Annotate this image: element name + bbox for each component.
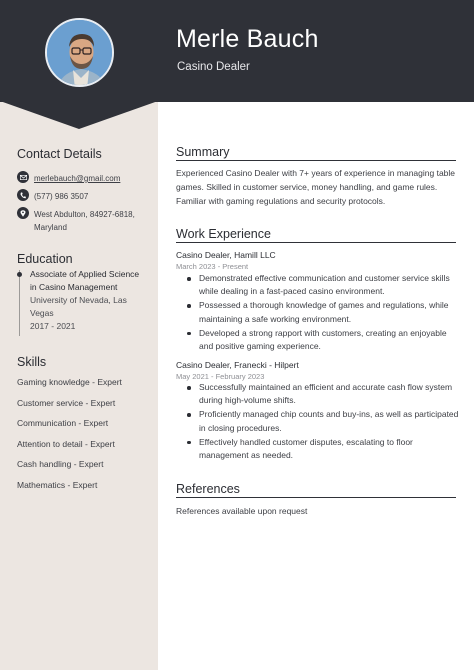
candidate-name: Merle Bauch [176, 25, 319, 53]
experience-heading: Work Experience [176, 227, 271, 241]
avatar [45, 18, 114, 87]
job-bullet: Effectively handled customer disputes, escalating to floor management as needed. [187, 436, 459, 463]
contact-heading: Contact Details [17, 147, 102, 161]
skill-item: Communication - Expert [17, 418, 109, 428]
header-chevron [0, 101, 158, 131]
phone-number: (577) 986 3507 [34, 192, 89, 201]
contact-email[interactable] [17, 172, 120, 185]
phone-icon [17, 189, 29, 201]
school-line1: University of Nevada, Las [30, 295, 127, 305]
education-entry [30, 268, 139, 333]
job-entry-dates: March 2023 - Present [176, 262, 249, 271]
address-line2: Maryland [34, 223, 67, 232]
references-text: References available upon request [176, 506, 308, 516]
address-line1: West Abdulton, 84927-6818, [34, 210, 135, 219]
references-heading: References [176, 482, 240, 496]
summary-text: Experienced Casino Dealer with 7+ years of experience in managing table games. Skilled in customer service, money handling, and game rules. Familiar with gaming regulations and security protocols. [176, 168, 456, 206]
skill-item: Attention to detail - Expert [17, 439, 115, 449]
contact-address [17, 208, 135, 234]
job-bullet-list [187, 272, 459, 354]
job-title: Casino Dealer [177, 61, 250, 73]
summary-heading: Summary [176, 145, 230, 159]
education-years: 2017 - 2021 [30, 321, 76, 331]
contact-phone [17, 190, 88, 203]
map-pin-icon [17, 207, 29, 219]
summary-divider [176, 160, 456, 161]
education-heading: Education [17, 252, 73, 266]
school-line2: Vegas [30, 308, 54, 318]
references-divider [176, 497, 456, 498]
job-bullet: Proficiently managed chip counts and buy-ins, as well as participated in closing procedures. [187, 408, 459, 435]
skill-item: Gaming knowledge - Expert [17, 377, 122, 387]
job-entry-dates: May 2021 - February 2023 [176, 372, 265, 381]
skill-item: Mathematics - Expert [17, 480, 98, 490]
email-link[interactable]: merlebauch@gmail.com [34, 174, 121, 183]
address-text [34, 208, 135, 234]
experience-divider [176, 242, 456, 243]
skill-item: Cash handling - Expert [17, 459, 104, 469]
education-timeline-dot [17, 272, 22, 277]
job-bullet: Successfully maintained an efficient and accurate cash flow system during high-volume shifts. [187, 381, 459, 408]
job-bullet-list [187, 381, 459, 463]
education-timeline-line [19, 270, 20, 336]
job-entry-title: Casino Dealer, Hamill LLC [176, 250, 276, 260]
job-entry-title: Casino Dealer, Franecki - Hilpert [176, 360, 299, 370]
job-bullet: Demonstrated effective communication and customer service skills while dealing in a fast-paced casino environment. [187, 272, 459, 299]
degree-line1: Associate of Applied Science [30, 269, 140, 279]
skills-heading: Skills [17, 355, 47, 369]
job-bullet: Possessed a thorough knowledge of games and regulations, while maintaining a safe working environment. [187, 299, 459, 326]
job-bullet: Developed a strong rapport with customers, creating an enjoyable and positive gaming experience. [187, 327, 459, 354]
degree-line2: in Casino Management [30, 282, 118, 292]
envelope-icon [17, 171, 29, 183]
skill-item: Customer service - Expert [17, 398, 116, 408]
